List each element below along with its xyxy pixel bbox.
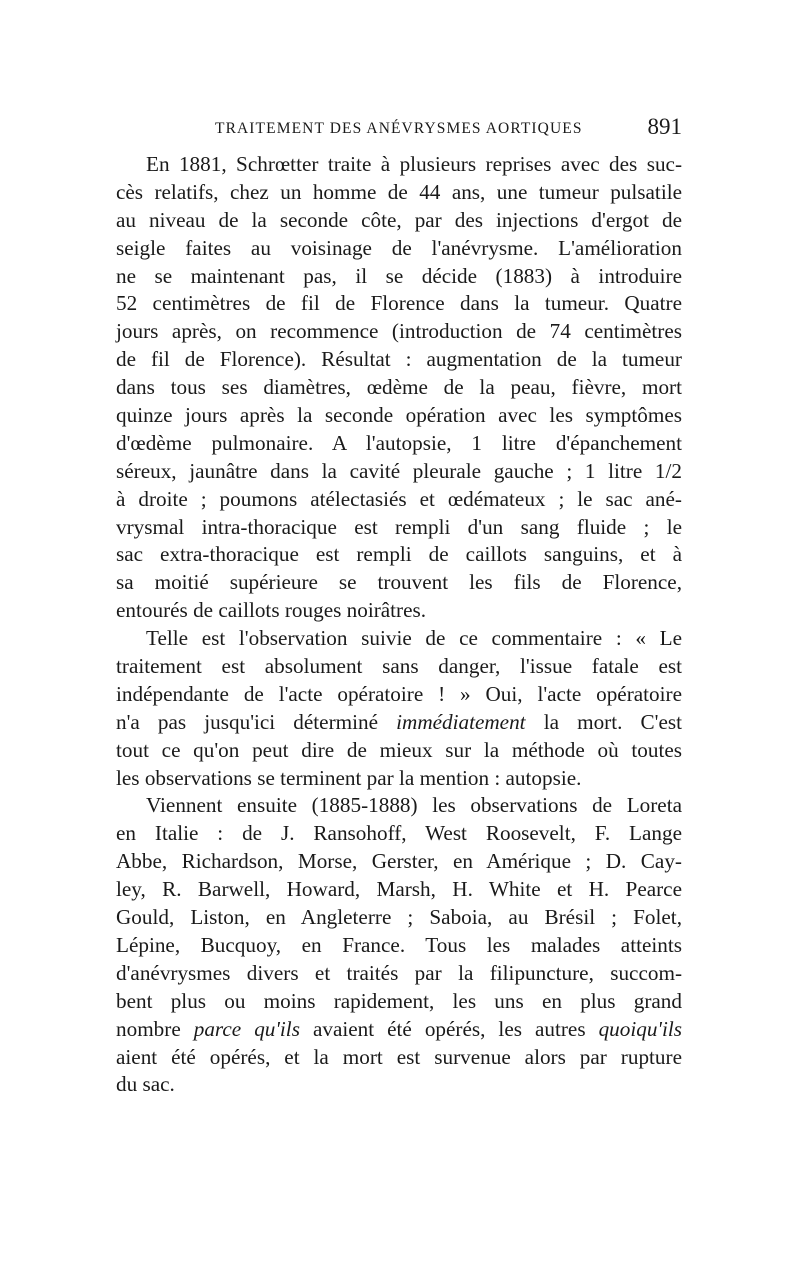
- paragraph: [116, 151, 682, 625]
- text-line: traitement est absolument sans danger, l'issue fatale est: [116, 654, 682, 679]
- text-line: de fil de Florence). Résultat : augmentation de la tumeur: [116, 347, 682, 372]
- text-line: d'anévrysmes divers et traités par la filipuncture, succom-: [116, 960, 682, 985]
- text-line: ley, R. Barwell, Howard, Marsh, H. White et H. Pearce: [116, 877, 682, 902]
- text-line: bent plus ou moins rapidement, les uns en plus grand: [116, 988, 682, 1013]
- text-line: Gould, Liston, en Angleterre ; Saboia, au Brésil ; Folet,: [116, 905, 682, 930]
- text-line: En 1881, Schrœtter traite à plusieurs reprises avec des suc-: [146, 152, 682, 176]
- text-span: n'a pas jusqu'ici déterminé: [116, 709, 397, 734]
- italic-text: immédiatement: [396, 709, 526, 734]
- text-span: la mort. C'est: [525, 709, 682, 734]
- page-number: 891: [647, 114, 682, 139]
- running-head: [115, 116, 682, 146]
- text-line: en Italie : de J. Ransohoff, West Roosevelt, F. Lange: [116, 821, 682, 846]
- text-line: [116, 1016, 682, 1044]
- text-span: avaient été opérés, les autres: [299, 1016, 599, 1041]
- text-line: cès relatifs, chez un homme de 44 ans, une tumeur pulsatile: [116, 179, 682, 204]
- text-line: séreux, jaunâtre dans la cavité pleurale gauche ; 1 litre 1/2: [116, 458, 682, 483]
- text-line: d'œdème pulmonaire. A l'autopsie, 1 litre d'épanchement: [116, 430, 682, 455]
- text-line: dans tous ses diamètres, œdème de la peau, fièvre, mort: [116, 375, 682, 400]
- italic-text: parce qu'ils: [193, 1016, 300, 1041]
- text-line: sac extra-thoracique est rempli de caillots sanguins, et à: [116, 542, 682, 567]
- text-line: au niveau de la seconde côte, par des injections d'ergot de: [116, 207, 682, 232]
- text-line: seigle faites au voisinage de l'anévrysme. L'amélioration: [116, 235, 682, 260]
- text-line: à droite ; poumons atélectasiés et œdémateux ; le sac ané-: [116, 486, 682, 511]
- text-line: jours après, on recommence (introduction de 74 centimètres: [116, 319, 682, 344]
- text-line: Abbe, Richardson, Morse, Gerster, en Amérique ; D. Cay-: [116, 849, 682, 874]
- paragraph: [116, 792, 682, 1099]
- text-line: tout ce qu'on peut dire de mieux sur la méthode où toutes: [116, 737, 682, 762]
- text-line: les observations se terminent par la mention : autopsie.: [116, 765, 582, 790]
- text-line: Telle est l'observation suivie de ce commentaire : « Le: [146, 626, 682, 651]
- text-line: sa moitié supérieure se trouvent les fils de Florence,: [116, 570, 682, 595]
- text-line: 52 centimètres de fil de Florence dans la tumeur. Quatre: [116, 291, 682, 316]
- text-span: nombre: [116, 1016, 194, 1041]
- text-line: [116, 709, 682, 737]
- text-line: entourés de caillots rouges noirâtres.: [116, 598, 427, 623]
- text-line: Lépine, Bucquoy, en France. Tous les malades atteints: [116, 932, 682, 957]
- text-line: ne se maintenant pas, il se décide (1883) à introduire: [116, 263, 682, 288]
- paragraph: [116, 625, 682, 792]
- text-line: quinze jours après la seconde opération avec les symptômes: [116, 403, 682, 428]
- text-line: indépendante de l'acte opératoire ! » Oui, l'acte opératoire: [116, 681, 682, 706]
- text-line: vrysmal intra-thoracique est rempli d'un sang fluide ; le: [116, 514, 682, 539]
- italic-text: quoiqu'ils: [598, 1016, 682, 1041]
- text-line: aient été opérés, et la mort est survenue alors par rupture: [116, 1044, 682, 1069]
- running-title: TRAITEMENT DES ANÉVRYSMES AORTIQUES: [215, 120, 583, 137]
- body-text: [116, 151, 682, 1099]
- text-line: Viennent ensuite (1885-1888) les observations de Loreta: [146, 793, 682, 818]
- text-line: du sac.: [116, 1072, 175, 1097]
